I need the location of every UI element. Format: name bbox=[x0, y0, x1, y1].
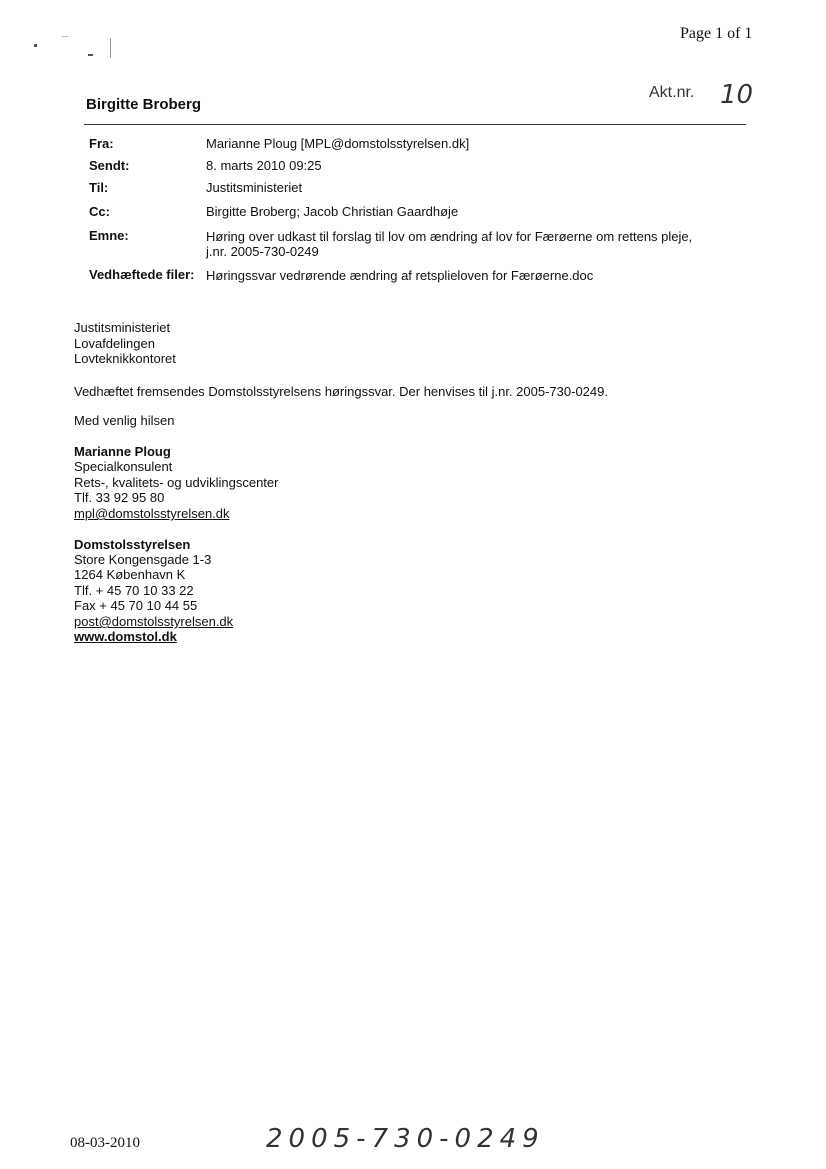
organization-email-link[interactable]: post@domstolsstyrelsen.dk bbox=[74, 614, 234, 629]
field-value-subject-line2: j.nr. 2005-730-0249 bbox=[206, 244, 319, 259]
greeting: Med venlig hilsen bbox=[74, 413, 175, 428]
scan-artifact bbox=[0, 0, 140, 70]
organization-city: 1264 København K bbox=[74, 567, 186, 582]
akt-nr-label: Akt.nr. bbox=[649, 84, 695, 101]
field-value-cc: Birgitte Broberg; Jacob Christian Gaardhøje bbox=[206, 204, 459, 219]
field-label-subject: Emne: bbox=[89, 228, 129, 243]
header-divider bbox=[84, 124, 746, 125]
signature-name: Marianne Ploug bbox=[74, 444, 171, 459]
field-label-cc: Cc: bbox=[89, 204, 110, 219]
header-name: Birgitte Broberg bbox=[86, 96, 202, 113]
organization-website-link[interactable]: www.domstol.dk bbox=[74, 629, 177, 644]
field-label-attachments: Vedhæftede filer: bbox=[89, 267, 195, 282]
recipient-line: Lovteknikkontoret bbox=[74, 351, 176, 366]
akt-nr-number: 10 bbox=[720, 80, 754, 110]
field-value-subject-line1: Høring over udkast til forslag til lov om ændring af lov for Færøerne om rettens pleje, bbox=[206, 229, 693, 244]
organization-street: Store Kongensgade 1-3 bbox=[74, 552, 212, 567]
signature-email-link[interactable]: mpl@domstolsstyrelsen.dk bbox=[74, 506, 230, 521]
organization-name: Domstolsstyrelsen bbox=[74, 537, 191, 552]
signature-phone: Tlf. 33 92 95 80 bbox=[74, 490, 165, 505]
message-body: Vedhæftet fremsendes Domstolsstyrelsens høringssvar. Der henvises til j.nr. 2005-730-0249. bbox=[74, 384, 608, 399]
field-value-attachments: Høringssvar vedrørende ændring af retsplieloven for Færøerne.doc bbox=[206, 268, 594, 283]
footer-date: 08-03-2010 bbox=[70, 1135, 140, 1151]
handwritten-case-number: 2005-730-0249 bbox=[266, 1124, 545, 1154]
field-label-sent: Sendt: bbox=[89, 158, 130, 173]
organization-phone: Tlf. + 45 70 10 33 22 bbox=[74, 583, 194, 598]
field-value-to: Justitsministeriet bbox=[206, 180, 303, 195]
page-indicator: Page 1 of 1 bbox=[680, 25, 753, 42]
field-value-sent: 8. marts 2010 09:25 bbox=[206, 158, 322, 173]
field-value-from: Marianne Ploug [MPL@domstolsstyrelsen.dk] bbox=[206, 136, 470, 151]
signature-department: Rets-, kvalitets- og udviklingscenter bbox=[74, 475, 279, 490]
field-label-to: Til: bbox=[89, 180, 109, 195]
signature-title: Specialkonsulent bbox=[74, 459, 173, 474]
organization-fax: Fax + 45 70 10 44 55 bbox=[74, 598, 198, 613]
recipient-line: Lovafdelingen bbox=[74, 336, 155, 351]
recipient-line: Justitsministeriet bbox=[74, 320, 171, 335]
field-label-from: Fra: bbox=[89, 136, 114, 151]
